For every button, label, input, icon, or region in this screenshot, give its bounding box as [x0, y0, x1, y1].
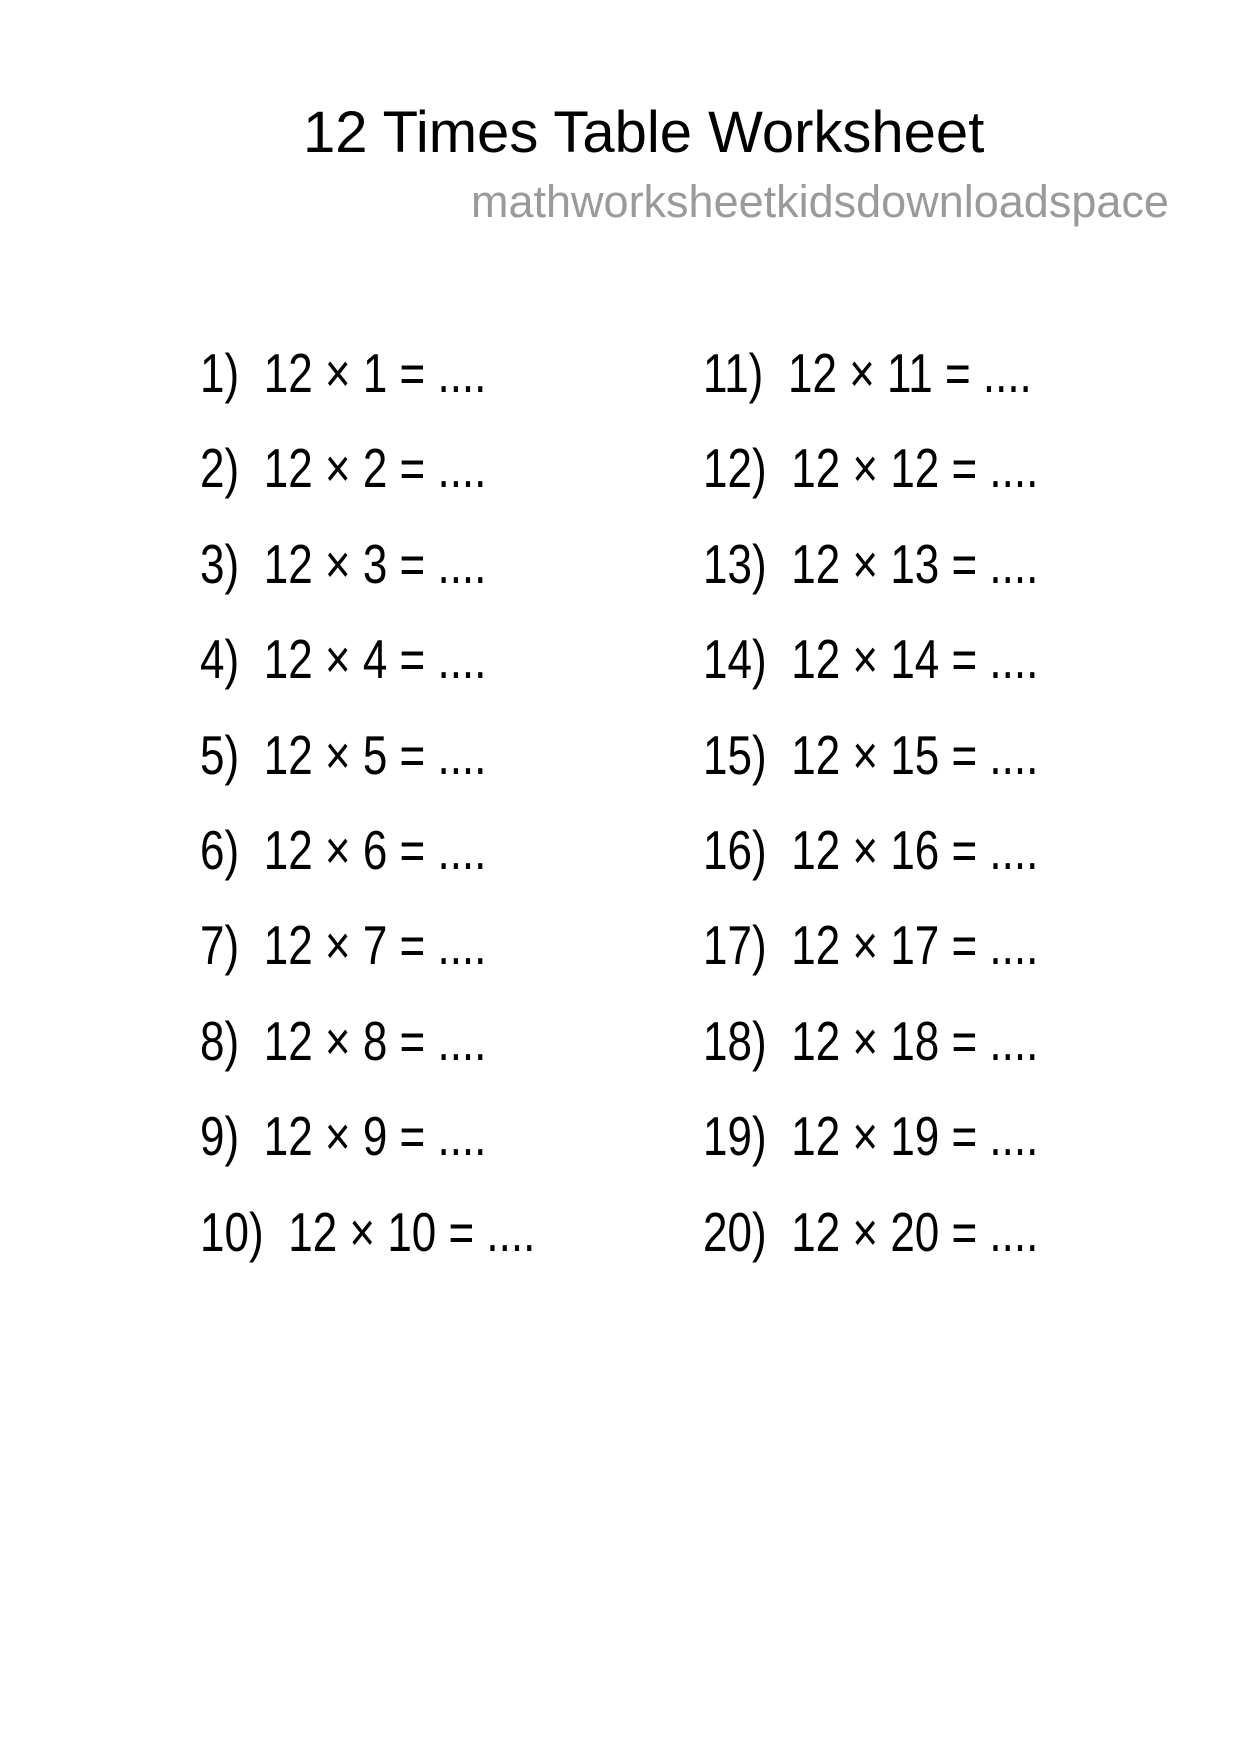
problem-row: [200, 1105, 487, 1168]
problem-row: [200, 914, 487, 977]
problem-number: 13): [703, 532, 767, 595]
problem-expression: 12 × 9 = ....: [263, 1105, 487, 1168]
problem-expression: 12 × 16 = ....: [791, 819, 1039, 881]
problem-number: 10): [200, 1200, 264, 1263]
problem-row: [200, 437, 487, 500]
problem-row: [200, 342, 487, 404]
problem-row: [703, 342, 1032, 404]
problem-row: [200, 628, 487, 691]
problem-number: 5): [200, 723, 240, 786]
site-watermark: mathworksheetkidsdownloadspace: [471, 176, 1169, 227]
problem-expression: 12 × 3 = ....: [263, 532, 487, 595]
problem-number: 15): [703, 723, 767, 786]
problem-row: [703, 437, 1039, 500]
problem-row: [703, 628, 1039, 691]
problem-expression: 12 × 19 = ....: [791, 1105, 1039, 1168]
problem-number: 1): [200, 342, 240, 404]
problem-number: 14): [703, 628, 767, 691]
problem-expression: 12 × 20 = ....: [791, 1200, 1039, 1263]
problem-row: [703, 1105, 1039, 1168]
problem-number: 19): [703, 1105, 767, 1168]
problem-number: 9): [200, 1105, 240, 1168]
problem-row: [200, 819, 487, 881]
problem-row: [703, 723, 1039, 786]
problem-number: 17): [703, 914, 767, 977]
problem-expression: 12 × 4 = ....: [263, 628, 487, 691]
problem-number: 16): [703, 819, 767, 881]
problem-row: [200, 532, 487, 595]
problem-expression: 12 × 1 = ....: [263, 342, 487, 404]
page-title: 12 Times Table Worksheet: [303, 100, 985, 165]
problem-row: [703, 532, 1039, 595]
problem-row: [200, 723, 487, 786]
problem-expression: 12 × 10 = ....: [288, 1200, 536, 1263]
problem-row: [200, 1009, 487, 1072]
problem-number: 20): [703, 1200, 767, 1263]
problem-number: 7): [200, 914, 240, 977]
problem-expression: 12 × 17 = ....: [791, 914, 1039, 977]
problem-number: 11): [703, 342, 764, 404]
problem-expression: 12 × 12 = ....: [791, 437, 1039, 500]
problem-expression: 12 × 18 = ....: [791, 1009, 1039, 1072]
problem-number: 12): [703, 437, 767, 500]
problem-expression: 12 × 5 = ....: [263, 723, 487, 786]
problem-number: 18): [703, 1009, 767, 1072]
problem-expression: 12 × 6 = ....: [263, 819, 487, 881]
problem-number: 4): [200, 628, 240, 691]
problem-number: 3): [200, 532, 240, 595]
problem-number: 8): [200, 1009, 240, 1072]
problem-expression: 12 × 14 = ....: [791, 628, 1039, 691]
problem-row: [703, 1200, 1039, 1263]
problem-row: [703, 914, 1039, 977]
problem-expression: 12 × 8 = ....: [263, 1009, 487, 1072]
problem-number: 6): [200, 819, 240, 881]
problem-expression: 12 × 15 = ....: [791, 723, 1039, 786]
problem-number: 2): [200, 437, 240, 500]
problem-expression: 12 × 11 = ....: [787, 342, 1032, 404]
problem-row: [200, 1200, 536, 1263]
problem-row: [703, 1009, 1039, 1072]
problem-expression: 12 × 7 = ....: [263, 914, 487, 977]
problem-expression: 12 × 2 = ....: [263, 437, 487, 500]
problem-row: [703, 819, 1039, 881]
problem-expression: 12 × 13 = ....: [791, 532, 1039, 595]
